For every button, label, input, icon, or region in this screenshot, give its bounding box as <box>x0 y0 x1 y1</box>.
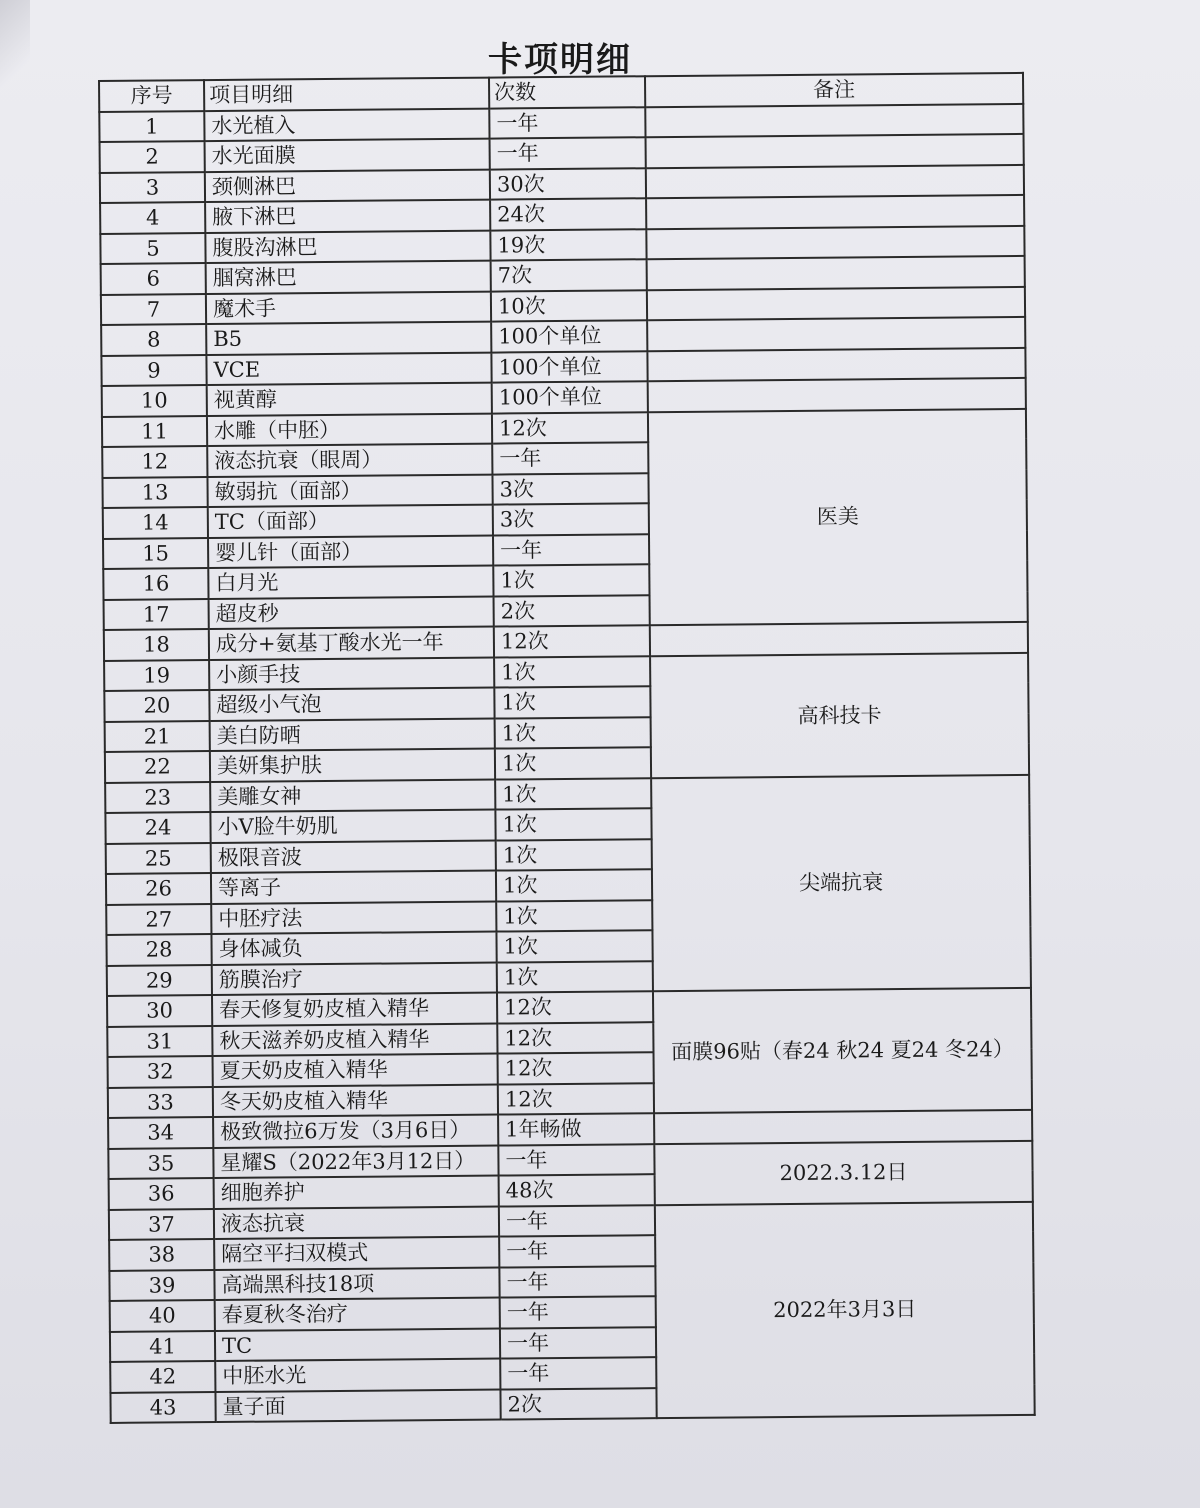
row-no: 5 <box>100 233 205 264</box>
row-count: 一年 <box>490 137 646 169</box>
row-count: 48次 <box>499 1174 655 1206</box>
row-count: 1次 <box>495 717 651 749</box>
row-count: 1年畅做 <box>498 1113 654 1145</box>
row-count: 3次 <box>493 503 649 535</box>
row-no: 21 <box>105 721 210 752</box>
note-date-1: 2022.3.12日 <box>654 1140 1033 1204</box>
row-count: 12次 <box>498 1052 654 1084</box>
row-no: 34 <box>108 1117 213 1148</box>
row-item: 敏弱抗（面部） <box>207 474 492 507</box>
row-count: 1次 <box>496 900 652 932</box>
header-no: 序号 <box>99 80 204 111</box>
row-no: 25 <box>106 843 211 874</box>
row-count: 一年 <box>492 442 648 474</box>
row-no: 16 <box>103 568 208 599</box>
row-item: B5 <box>206 322 491 355</box>
row-no: 8 <box>101 324 206 355</box>
row-count: 2次 <box>500 1388 656 1420</box>
row-item: 白月光 <box>208 566 493 599</box>
row-no: 37 <box>109 1209 214 1240</box>
row-count: 10次 <box>491 290 647 322</box>
row-count: 1次 <box>493 564 649 596</box>
row-item: 中胚水光 <box>215 1359 500 1392</box>
row-count: 1次 <box>494 656 650 688</box>
row-item: 水光植入 <box>204 108 489 141</box>
row-item: 液态抗衰 <box>214 1206 499 1239</box>
row-note <box>645 103 1023 137</box>
note-medical: 医美 <box>648 408 1028 625</box>
row-no: 42 <box>110 1361 215 1392</box>
row-item: 隔空平扫双模式 <box>214 1237 499 1270</box>
header-note: 备注 <box>645 73 1023 107</box>
row-no: 30 <box>107 995 212 1026</box>
row-no: 15 <box>103 538 208 569</box>
row-count: 一年 <box>500 1357 656 1389</box>
row-no: 7 <box>101 294 206 325</box>
page-title: 卡项明细 <box>488 40 632 80</box>
row-item: 超皮秒 <box>209 596 494 629</box>
row-no: 22 <box>105 751 210 782</box>
row-note <box>646 195 1024 229</box>
header-count: 次数 <box>489 76 645 108</box>
row-item: 极限音波 <box>211 840 496 873</box>
row-count: 12次 <box>494 625 650 657</box>
row-no: 3 <box>100 172 205 203</box>
row-note <box>646 164 1024 198</box>
row-note <box>647 347 1025 381</box>
row-item: TC（面部） <box>208 505 493 538</box>
row-item: 美白防晒 <box>210 718 495 751</box>
row-no: 6 <box>101 263 206 294</box>
row-count: 12次 <box>497 991 653 1023</box>
row-no: 31 <box>107 1026 212 1057</box>
row-item: 冬天奶皮植入精华 <box>213 1084 498 1117</box>
row-item: 水光面膜 <box>205 139 490 172</box>
row-count: 100个单位 <box>491 351 647 383</box>
row-count: 1次 <box>495 778 651 810</box>
table-body <box>99 103 1034 1423</box>
row-count: 7次 <box>491 259 647 291</box>
row-no: 4 <box>100 202 205 233</box>
row-count: 1次 <box>496 869 652 901</box>
note-antiaging: 尖端抗衰 <box>651 774 1031 991</box>
row-no: 27 <box>106 904 211 935</box>
row-note <box>646 225 1024 259</box>
row-no: 26 <box>106 873 211 904</box>
row-note <box>647 256 1025 290</box>
row-note <box>646 134 1024 168</box>
row-item: 极致微拉6万发（3月6日） <box>213 1115 498 1148</box>
row-item: 筋膜治疗 <box>212 962 497 995</box>
row-item: 美雕女神 <box>210 779 495 812</box>
row-item: 春天修复奶皮植入精华 <box>212 993 497 1026</box>
row-count: 12次 <box>498 1083 654 1115</box>
row-no: 35 <box>108 1148 213 1179</box>
row-note <box>647 286 1025 320</box>
row-item: TC <box>215 1328 500 1361</box>
row-note <box>648 378 1026 412</box>
row-count: 一年 <box>493 534 649 566</box>
row-item: 春夏秋冬治疗 <box>215 1298 500 1331</box>
row-no: 1 <box>99 111 204 142</box>
row-no: 28 <box>106 934 211 965</box>
row-count: 100个单位 <box>491 320 647 352</box>
row-no: 41 <box>110 1331 215 1362</box>
row-note <box>647 317 1025 351</box>
row-count: 24次 <box>490 198 646 230</box>
row-no: 9 <box>101 355 206 386</box>
row-count: 12次 <box>497 1022 653 1054</box>
row-item: 等离子 <box>211 871 496 904</box>
row-item: 小V脸牛奶肌 <box>210 810 495 843</box>
row-count: 19次 <box>490 229 646 261</box>
row-no: 32 <box>108 1056 213 1087</box>
card-items-table <box>98 72 1036 1424</box>
row-count: 一年 <box>500 1296 656 1328</box>
row-count: 一年 <box>498 1144 654 1176</box>
row-no: 40 <box>110 1300 215 1331</box>
row-item: 小颜手技 <box>209 657 494 690</box>
note-hightech: 高科技卡 <box>650 652 1029 777</box>
row-no: 29 <box>107 965 212 996</box>
row-item: 魔术手 <box>206 291 491 324</box>
row-item: 高端黑科技18项 <box>214 1267 499 1300</box>
table-wrapper <box>98 72 1036 1424</box>
row-count: 一年 <box>499 1266 655 1298</box>
row-count: 1次 <box>496 930 652 962</box>
row-count: 1次 <box>495 747 651 779</box>
row-note <box>654 1110 1032 1144</box>
row-count: 3次 <box>492 473 648 505</box>
row-item: 中胚疗法 <box>211 901 496 934</box>
row-no: 13 <box>102 477 207 508</box>
row-item: VCE <box>206 352 491 385</box>
row-note <box>650 622 1028 656</box>
row-item: 腋下淋巴 <box>205 200 490 233</box>
row-count: 一年 <box>499 1235 655 1267</box>
row-no: 2 <box>100 141 205 172</box>
note-date-2: 2022年3月3日 <box>655 1201 1035 1418</box>
header-item: 项目明细 <box>204 78 489 111</box>
row-no: 14 <box>103 507 208 538</box>
row-item: 超级小气泡 <box>209 688 494 721</box>
row-count: 1次 <box>494 686 650 718</box>
row-count: 一年 <box>489 107 645 139</box>
row-no: 19 <box>104 660 209 691</box>
row-no: 17 <box>104 599 209 630</box>
row-no: 39 <box>109 1270 214 1301</box>
row-item: 星耀S（2022年3月12日） <box>213 1145 498 1178</box>
row-item: 液态抗衰（眼周） <box>207 444 492 477</box>
row-item: 腘窝淋巴 <box>206 261 491 294</box>
row-item: 婴儿针（面部） <box>208 535 493 568</box>
row-no: 24 <box>105 812 210 843</box>
row-no: 23 <box>105 782 210 813</box>
row-item: 颈侧淋巴 <box>205 169 490 202</box>
row-no: 33 <box>108 1087 213 1118</box>
row-item: 水雕（中胚） <box>207 413 492 446</box>
row-no: 12 <box>102 446 207 477</box>
row-no: 11 <box>102 416 207 447</box>
row-count: 1次 <box>495 808 651 840</box>
row-item: 成分+氨基丁酸水光一年 <box>209 627 494 660</box>
row-item: 视黄醇 <box>207 383 492 416</box>
row-item: 量子面 <box>215 1389 500 1422</box>
row-item: 夏天奶皮植入精华 <box>213 1054 498 1087</box>
row-count: 100个单位 <box>492 381 648 413</box>
row-count: 12次 <box>492 412 648 444</box>
row-no: 10 <box>102 385 207 416</box>
row-no: 18 <box>104 629 209 660</box>
row-no: 38 <box>109 1239 214 1270</box>
row-count: 一年 <box>499 1205 655 1237</box>
row-no: 20 <box>104 690 209 721</box>
row-count: 2次 <box>494 595 650 627</box>
row-no: 43 <box>110 1392 215 1423</box>
row-item: 腹股沟淋巴 <box>205 230 490 263</box>
row-count: 1次 <box>497 961 653 993</box>
row-item: 细胞养护 <box>214 1176 499 1209</box>
row-item: 美妍集护肤 <box>210 749 495 782</box>
row-no: 36 <box>109 1178 214 1209</box>
row-item: 身体减负 <box>211 932 496 965</box>
row-count: 1次 <box>496 839 652 871</box>
note-mask: 面膜96贴（春24 秋24 夏24 冬24） <box>653 988 1032 1113</box>
row-item: 秋天滋养奶皮植入精华 <box>212 1023 497 1056</box>
row-count: 一年 <box>500 1327 656 1359</box>
row-count: 30次 <box>490 168 646 200</box>
